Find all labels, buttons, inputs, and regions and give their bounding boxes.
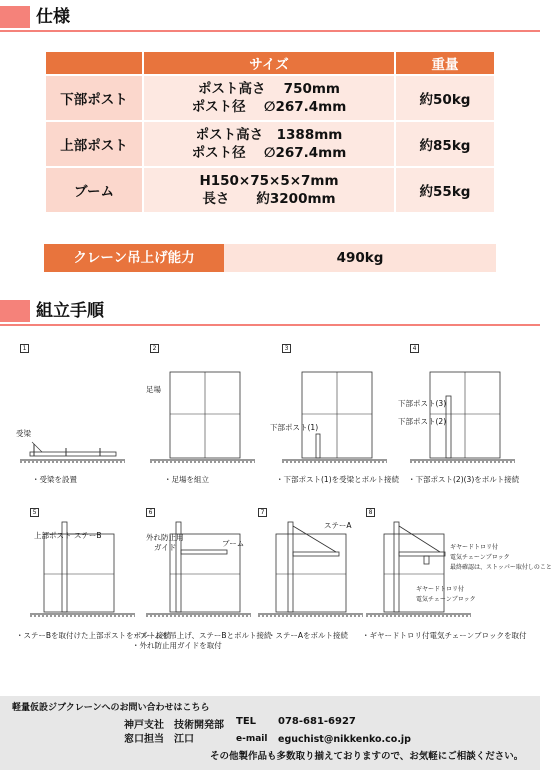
crane-capacity-bar (44, 244, 496, 272)
spec-row-size (143, 167, 395, 213)
label-receiving-beam: 受梁 (16, 429, 31, 438)
step-2-drawing (150, 344, 260, 474)
spec-row-label: 上部ポスト (45, 121, 143, 167)
assembly-heading: 組立手順 (36, 301, 104, 321)
spec-row-size (143, 121, 395, 167)
section-rule (0, 30, 540, 32)
tel-number[interactable]: 078-681-6927 (278, 716, 356, 727)
spec-row-weight: 約50kg (395, 75, 495, 121)
crane-capacity-label: クレーン吊上げ能力 (44, 244, 224, 272)
label-trolley-1: ギヤードトロリ付 (450, 544, 499, 551)
spec-header-row (45, 51, 495, 75)
email-label: e-mail (236, 734, 268, 744)
closing-text: その他製作品も多数取り揃えておりますので、お気軽にご相談ください。 (210, 751, 524, 762)
email-address[interactable]: eguchist@nikkenko.co.jp (278, 734, 411, 745)
spec-row-lower-post (45, 75, 495, 121)
step-number: 5 (30, 508, 39, 517)
label-scaffold: 足場 (146, 385, 161, 394)
label-stay-b: ステーB (74, 531, 102, 540)
label-boom: ブーム (222, 539, 245, 548)
tel-label: TEL (236, 716, 257, 727)
spec-size-line1: H150×75×5×7mm (199, 173, 339, 189)
step-caption: ・下部ポスト(2)(3)をボルト接続 (408, 475, 520, 484)
spec-row-boom (45, 167, 495, 213)
label-lower-post-3: 下部ポスト(3) (398, 399, 447, 408)
branch-text: 神戸支社 技術開発部 (124, 720, 224, 731)
step-number: 4 (410, 344, 419, 353)
contact-footer (0, 696, 540, 770)
label-guard-guide-2: ガイド (154, 543, 177, 552)
assembly-step-6 (132, 508, 272, 658)
spec-size-line1: ポスト高さ 750mm (197, 81, 340, 97)
spec-header-blank (45, 51, 143, 75)
label-chain-block-1: 電気チェーンブロック (450, 554, 510, 561)
step-caption-2: ・外れ防止用ガイドを取付 (132, 641, 222, 650)
assembly-step-8 (362, 508, 552, 658)
step-caption: ・足場を組立 (164, 475, 209, 484)
spec-row-label: ブーム (45, 167, 143, 213)
label-stay-a: ステーA (324, 521, 352, 530)
contact-person: 窓口担当 江口 (124, 734, 194, 745)
step-7-drawing (258, 508, 378, 618)
label-upper-post: 上部ポスト (34, 531, 72, 540)
step-caption: ・ステーAをボルト接続 (268, 631, 348, 640)
spec-row-weight: 約85kg (395, 121, 495, 167)
label-lower-post-2: 下部ポスト(2) (398, 417, 447, 426)
spec-size-line2: 長さ 約3200mm (202, 191, 336, 207)
spec-size-line1: ポスト高さ 1388mm (195, 127, 343, 143)
spec-heading: 仕様 (36, 7, 70, 27)
label-stopper-note: 最終確認は、ストッパー取付しのこと (450, 564, 552, 571)
crane-capacity-value: 490kg (224, 244, 496, 272)
step-caption: ・受梁を設置 (32, 475, 77, 484)
assembly-step-2 (146, 344, 260, 494)
spec-section-header (0, 6, 540, 32)
spec-size-line2: ポスト径 ∅267.4mm (191, 99, 347, 115)
spec-row-size (143, 75, 395, 121)
label-trolley-2: ギヤードトロリ付 (416, 586, 465, 593)
step-number: 2 (150, 344, 159, 353)
spec-size-line2: ポスト径 ∅267.4mm (191, 145, 347, 161)
step-number: 8 (366, 508, 375, 517)
spec-row-label: 下部ポスト (45, 75, 143, 121)
section-rule (0, 324, 540, 326)
spec-header-size: サイズ (143, 51, 395, 75)
step-caption: ・下部ポスト(1)を受梁とボルト接続 (276, 475, 400, 484)
section-marker (0, 6, 30, 28)
assembly-step-3 (270, 344, 402, 494)
step-caption: ・ブームを吊上げ、ステーBとボルト接続 (132, 631, 272, 640)
step-number: 7 (258, 508, 267, 517)
step-6-drawing (146, 508, 266, 618)
step-number: 3 (282, 344, 291, 353)
label-lower-post-1: 下部ポスト(1) (270, 423, 319, 432)
step-number: 6 (146, 508, 155, 517)
step-4-drawing (410, 344, 530, 474)
label-chain-block-2: 電気チェーンブロック (416, 596, 476, 603)
assembly-step-4 (398, 344, 530, 494)
assembly-step-1 (16, 344, 130, 494)
step-1-drawing (20, 344, 130, 474)
label-guard-guide-1: 外れ防止用 (146, 533, 184, 542)
step-5-drawing (30, 508, 150, 618)
step-3-drawing (282, 344, 402, 474)
section-marker (0, 300, 30, 322)
step-number: 1 (20, 344, 29, 353)
assembly-step-7 (258, 508, 378, 658)
spec-header-weight: 重量 (395, 51, 495, 75)
spec-row-weight: 約55kg (395, 167, 495, 213)
assembly-section-header (0, 300, 540, 326)
step-caption: ・ギヤードトロリ付電気チェーンブロックを取付 (362, 631, 527, 640)
spec-row-upper-post (45, 121, 495, 167)
spec-table (44, 50, 496, 214)
step-caption: ・ステーBを取付けた上部ポストをボルト接続 (16, 631, 171, 640)
inquiry-text: 軽量仮設ジブクレーンへのお問い合わせはこちら (12, 703, 210, 713)
